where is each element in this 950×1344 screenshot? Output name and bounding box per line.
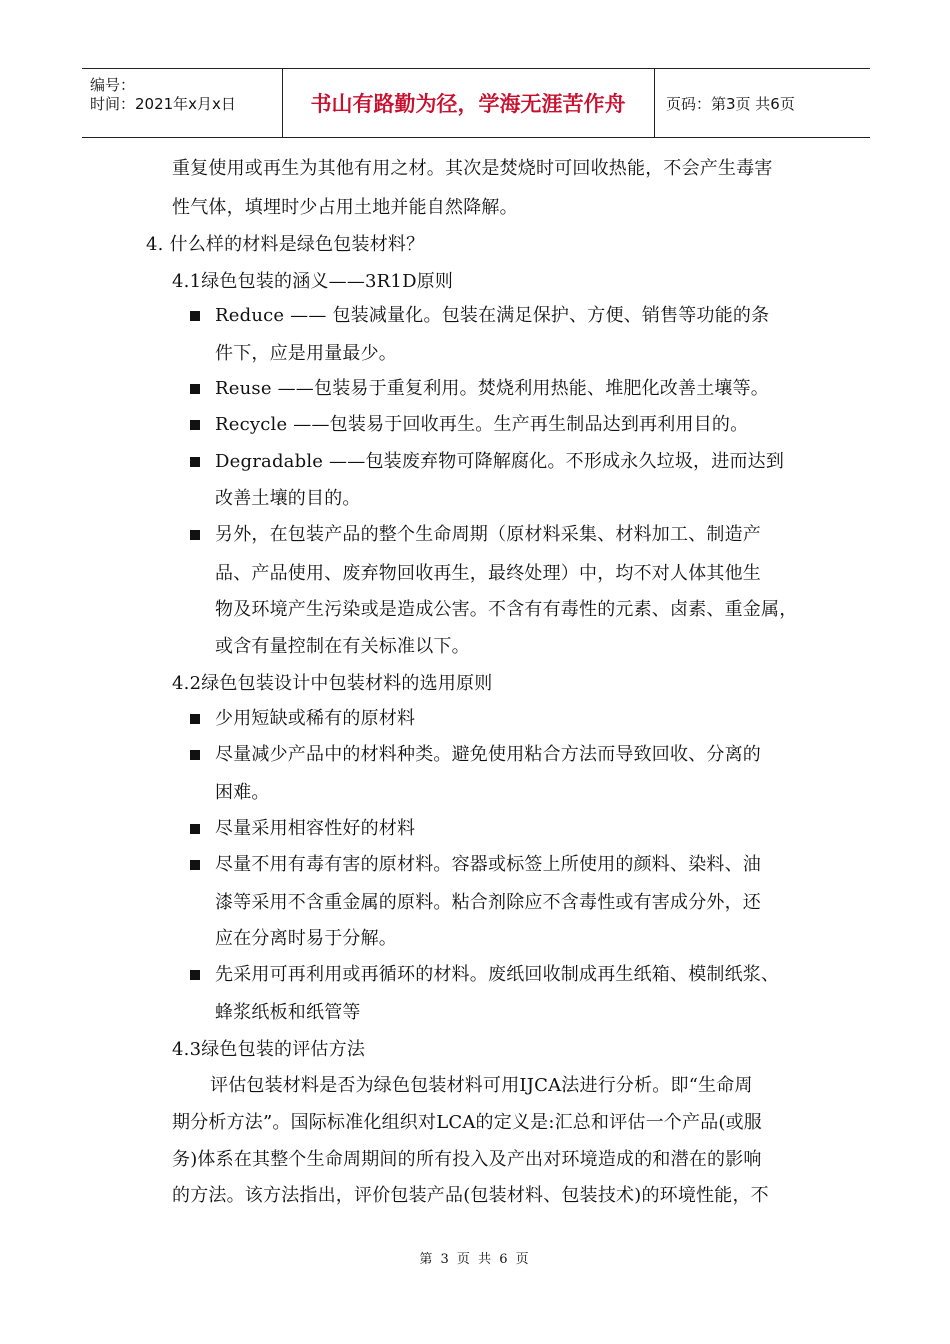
bullet-icon	[190, 457, 200, 467]
list-item-continuation: 应在分离时易于分解。	[215, 928, 397, 949]
list-item-continuation: 件下，应是用量最少。	[215, 343, 397, 364]
document-date-label: 时间：2021年x月x日	[90, 95, 236, 113]
subsection-heading: 4.1绿色包装的涵义——3R1D原则	[172, 271, 454, 292]
list-item: Recycle ——包装易于回收再生。生产再生制品达到再利用目的。	[215, 414, 749, 435]
list-item-continuation: 漆等采用不含重金属的原料。粘合剂除应不含毒性或有害成分外，还	[215, 892, 761, 913]
bullet-icon	[190, 860, 200, 870]
list-item: Reduce —— 包装减量化。包装在满足保护、方便、销售等功能的条	[215, 305, 770, 326]
paragraph-line: 的方法。该方法指出，评价包装产品(包装材料、包装技术)的环境性能，不	[172, 1185, 769, 1206]
section-heading: 4. 什么样的材料是绿色包装材料？	[146, 234, 425, 255]
list-item-continuation: 改善土壤的目的。	[215, 488, 361, 509]
bullet-icon	[190, 420, 200, 430]
bullet-icon	[190, 384, 200, 394]
list-item: 尽量减少产品中的材料种类。避免使用粘合方法而导致回收、分离的	[215, 744, 761, 765]
list-item: 尽量不用有毒有害的原材料。容器或标签上所使用的颜料、染料、油	[215, 854, 761, 875]
header-page-number: 页码：第3页 共6页	[666, 94, 795, 113]
list-item-continuation: 困难。	[215, 782, 270, 803]
list-item: 尽量采用相容性好的材料	[215, 818, 416, 839]
paragraph-line: 评估包装材料是否为绿色包装材料可用IJCA法进行分析。即“生命周	[210, 1075, 753, 1096]
paragraph-line: 务)体系在其整个生命周期间的所有投入及产出对环境造成的和潜在的影响	[172, 1149, 762, 1170]
bullet-icon	[190, 530, 200, 540]
header-info-cell	[82, 69, 283, 137]
bullet-icon	[190, 970, 200, 980]
bullet-icon	[190, 311, 200, 321]
paragraph-line: 性气体，填埋时少占用土地并能自然降解。	[172, 197, 518, 218]
subsection-heading: 4.3绿色包装的评估方法	[172, 1039, 366, 1060]
list-item: 另外，在包装产品的整个生命周期（原材料采集、材料加工、制造产	[215, 524, 761, 545]
list-item: 少用短缺或稀有的原材料	[215, 708, 416, 729]
list-item-continuation: 或含有量控制在有关标准以下。	[215, 636, 470, 657]
bullet-icon	[190, 750, 200, 760]
bullet-icon	[190, 824, 200, 834]
list-item-continuation: 品、产品使用、废弃物回收再生，最终处理）中，均不对人体其他生	[215, 563, 761, 584]
subsection-heading: 4.2绿色包装设计中包装材料的选用原则	[172, 673, 493, 694]
document-number-label: 编号：	[90, 76, 136, 94]
page-footer: 第 3 页 共 6 页	[419, 1252, 531, 1267]
paragraph-line: 重复使用或再生为其他有用之材。其次是焚烧时可回收热能，不会产生毒害	[172, 158, 773, 179]
list-item: Degradable ——包装废弃物可降解腐化。不形成永久垃圾，进而达到	[215, 451, 785, 472]
page-header	[82, 68, 870, 138]
list-item: 先采用可再利用或再循环的材料。废纸回收制成再生纸箱、模制纸浆、	[215, 964, 780, 985]
list-item-continuation: 物及环境产生污染或是造成公害。不含有有毒性的元素、卤素、重金属，	[215, 599, 798, 620]
paragraph-line: 期分析方法”。国际标准化组织对LCA的定义是:汇总和评估一个产品(或服	[172, 1112, 763, 1133]
list-item: Reuse ——包装易于重复利用。焚烧利用热能、堆肥化改善土壤等。	[215, 378, 770, 399]
bullet-icon	[190, 714, 200, 724]
list-item-continuation: 蜂浆纸板和纸管等	[215, 1002, 361, 1023]
header-motto: 书山有路勤为径，学海无涯苦作舟	[282, 69, 655, 137]
